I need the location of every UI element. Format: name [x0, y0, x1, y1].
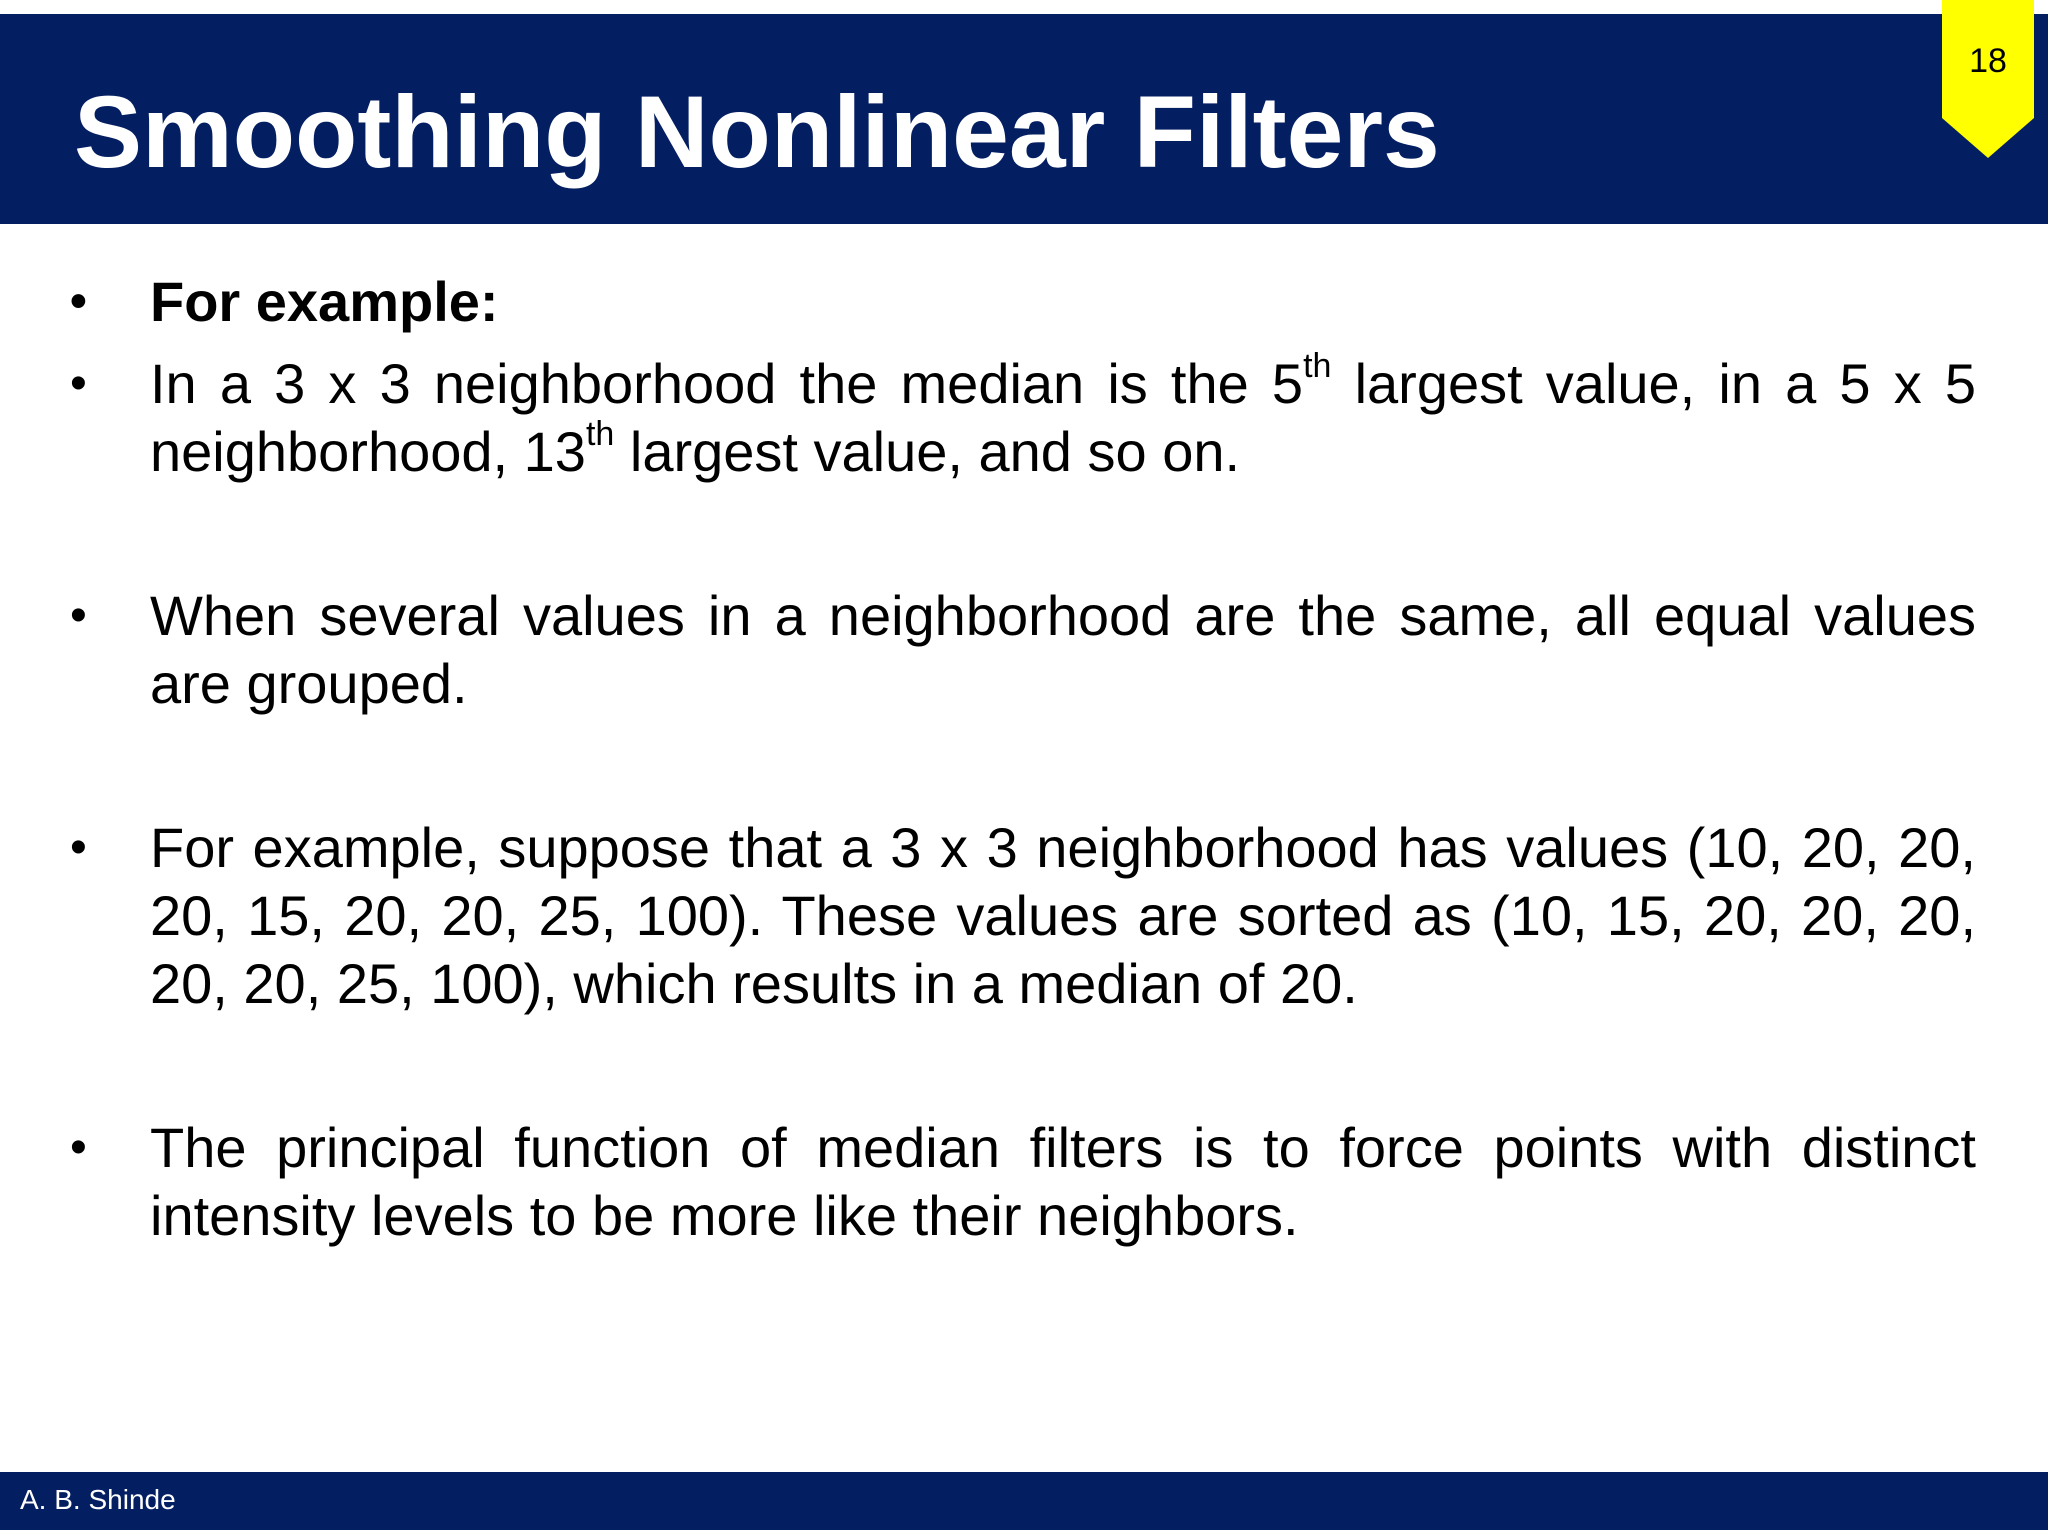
bullet-text-part: In a 3 x 3 neighborhood the median is the 5 — [150, 352, 1304, 415]
bullet-item — [64, 347, 1976, 486]
bullet-icon: • — [70, 357, 87, 410]
slide-content — [64, 268, 1976, 1250]
slide-title: Smoothing Nonlinear Filters — [74, 75, 1440, 189]
bullet-icon: • — [70, 275, 87, 328]
bullet-icon: • — [70, 821, 87, 874]
superscript: th — [1303, 347, 1332, 385]
bullet-item — [64, 582, 1976, 718]
footer-bar — [0, 1472, 2048, 1530]
bullet-icon: • — [70, 1121, 87, 1174]
title-bar — [0, 14, 2048, 224]
author-name: A. B. Shinde — [20, 1484, 176, 1515]
bullet-text: For example, suppose that a 3 x 3 neighborhood has values (10, 20, 20, 20, 15, 20, 20, 25, 100). These values are sorted as (10, 15, 20, 20, 20, 20, 20, 25, 100), which results in a median of 20. — [150, 816, 1976, 1015]
bullet-icon: • — [70, 589, 87, 642]
bullet-item — [64, 1114, 1976, 1250]
bullet-text-part: largest value, and so on. — [614, 420, 1241, 483]
page-number-badge — [1942, 0, 2034, 158]
bullet-text: The principal function of median filters is to force points with distinct intensity levels to be more like their neighbors. — [150, 1116, 1976, 1247]
bullet-text: When several values in a neighborhood are the same, all equal values are grouped. — [150, 584, 1976, 715]
bullet-item — [64, 268, 1976, 336]
bullet-text: For example: — [150, 270, 499, 333]
page-number: 18 — [1969, 42, 2007, 80]
superscript: th — [585, 415, 615, 453]
bullet-item — [64, 814, 1976, 1018]
bullet-text-part: largest value, in a 5 x 5 neighborhood, 13 — [150, 352, 1976, 483]
